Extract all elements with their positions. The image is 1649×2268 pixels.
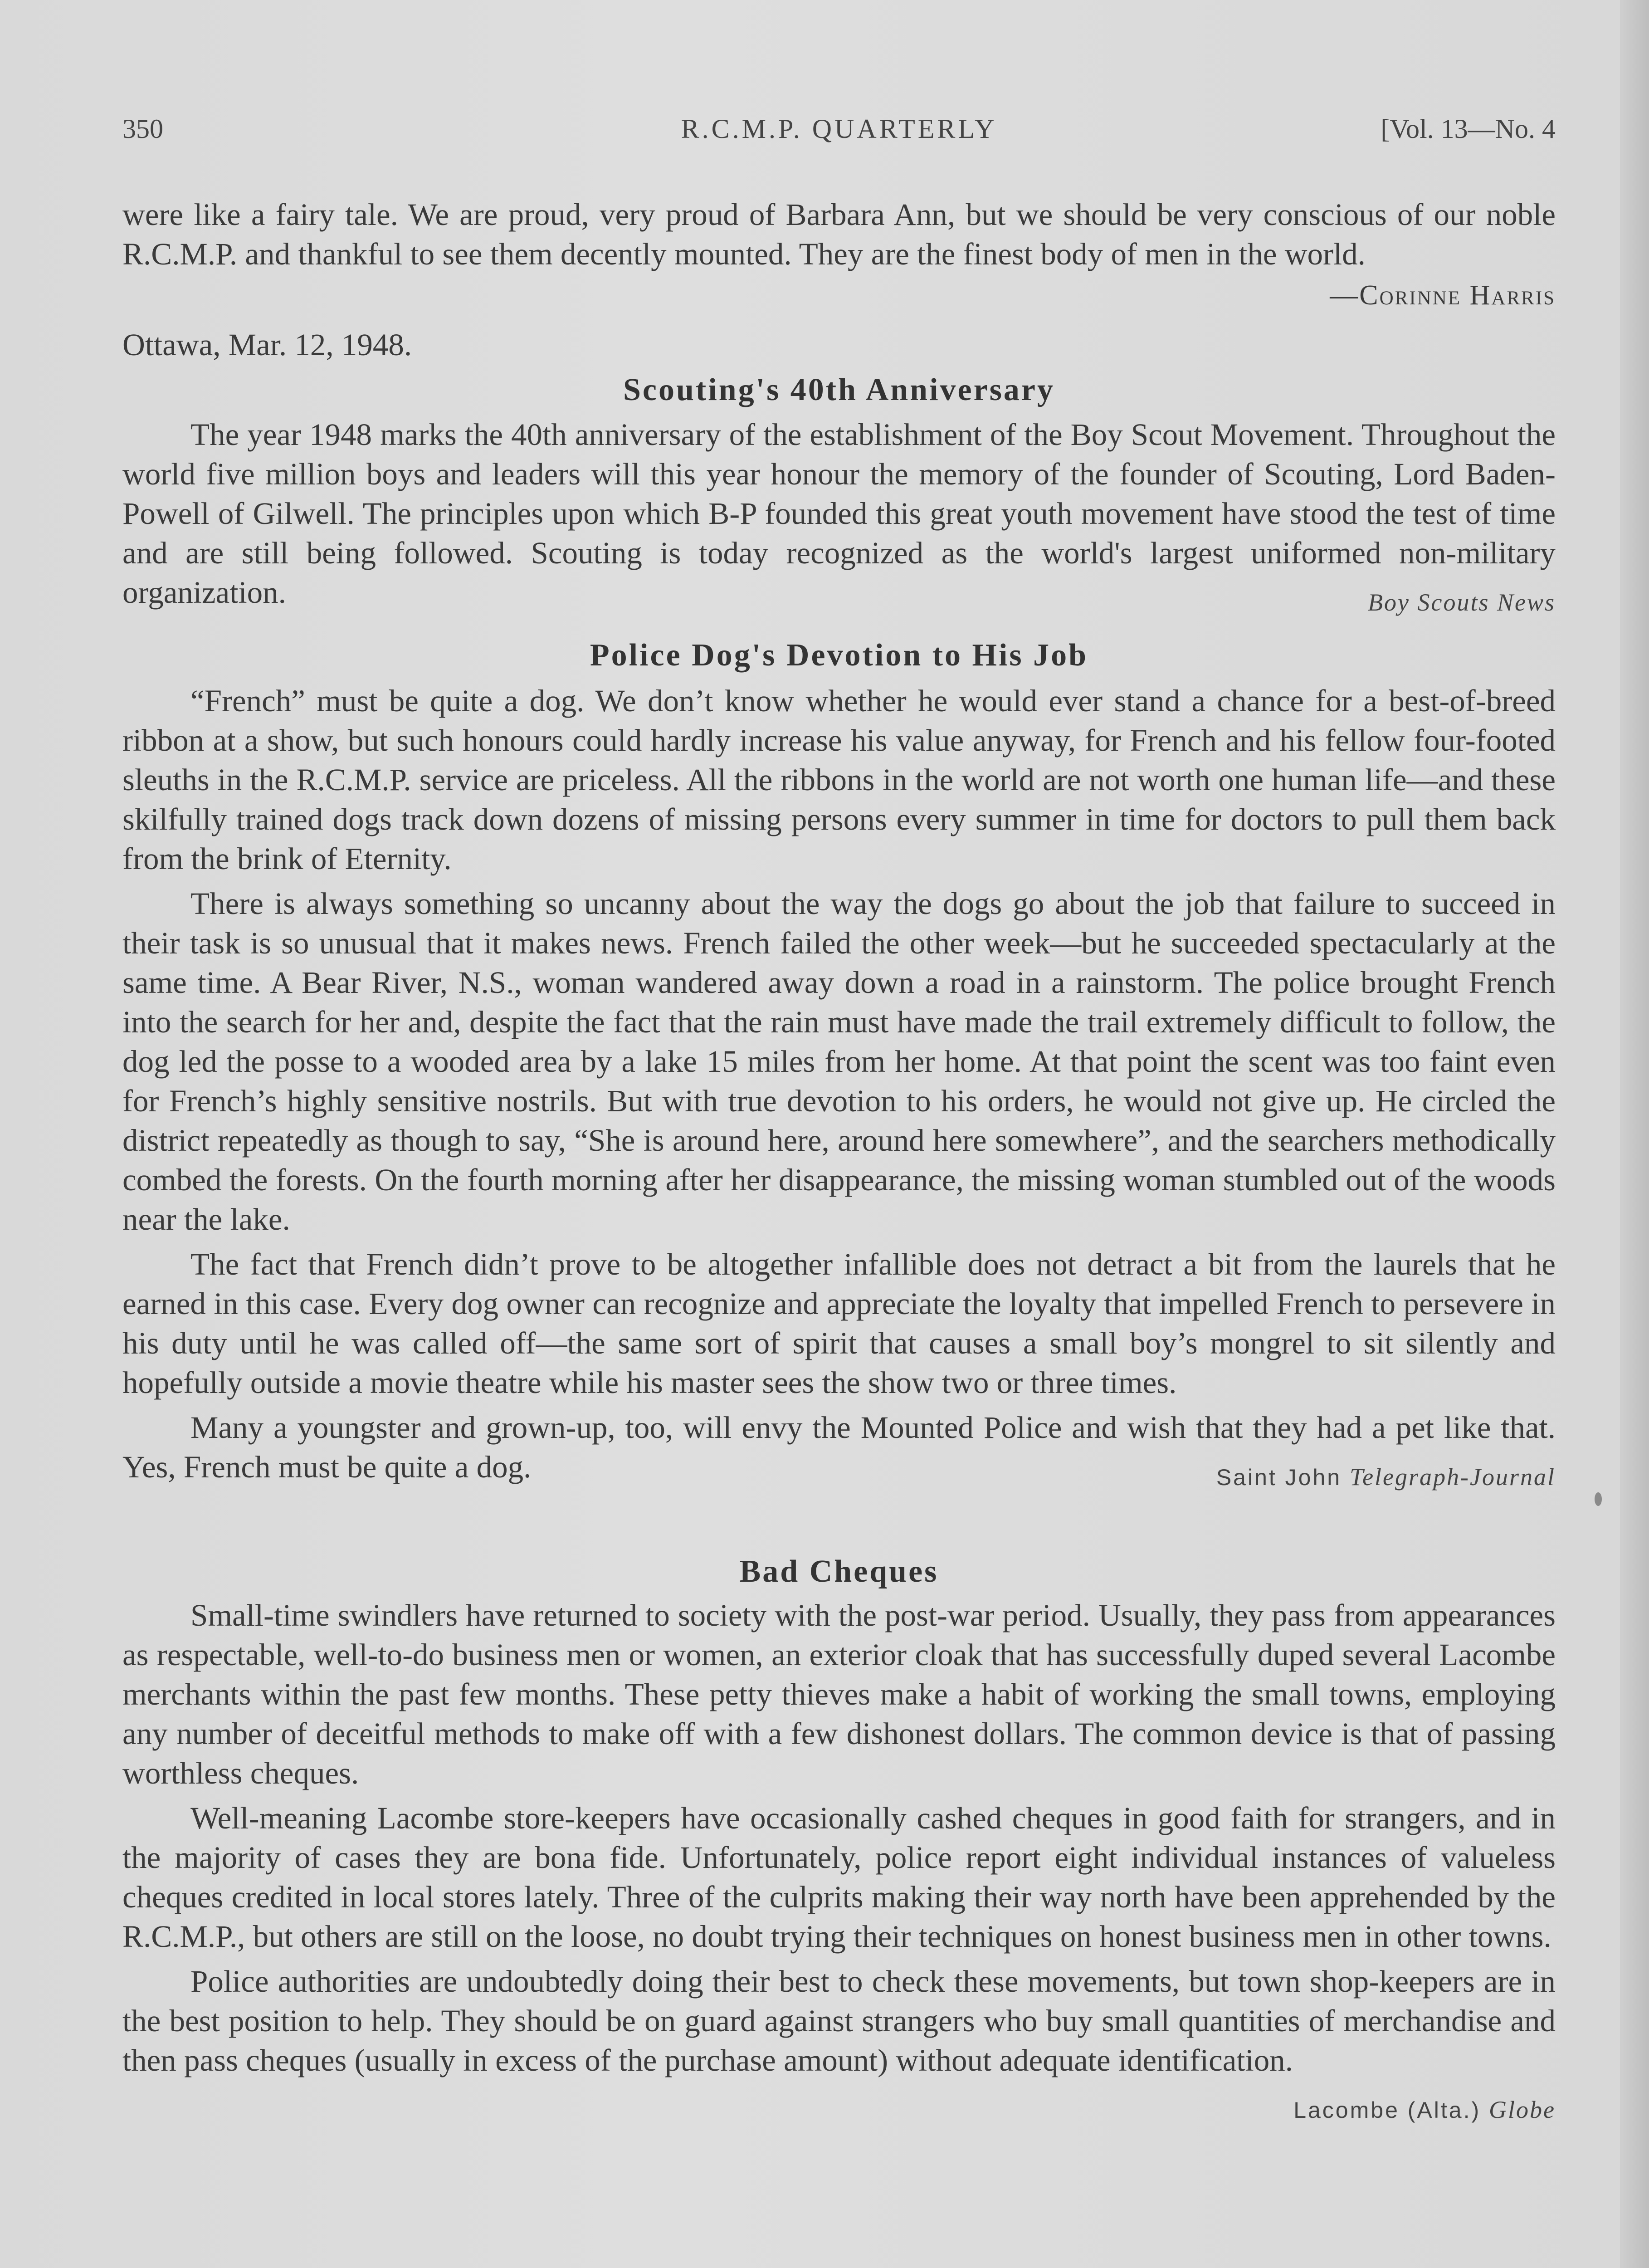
margin-ink-mark [1595, 1492, 1602, 1506]
scouting-paragraph [122, 415, 1556, 616]
scouting-heading: Scouting's 40th Anniversary [623, 372, 1055, 407]
scouting-source-title: Boy Scouts News [1368, 589, 1556, 616]
page-number: 350 [122, 114, 163, 144]
police-dog-paragraph-4 [122, 1408, 1556, 1491]
article-column [122, 195, 1556, 2130]
bad-cheques-source-place: Lacombe (Alta.) [1293, 2097, 1481, 2123]
police-dog-source-title: Telegraph-Journal [1350, 1463, 1556, 1491]
bad-cheques-source [1225, 2090, 1556, 2130]
page-edge-shadow [1620, 0, 1649, 2268]
police-dog-source-city: Saint John [1216, 1465, 1342, 1490]
letter-dateline: Ottawa, Mar. 12, 1948. [122, 327, 412, 362]
volume-issue: [Vol. 13—No. 4 [1381, 114, 1556, 144]
signature-first-name: Corinne [1359, 280, 1462, 311]
bad-cheques-source-title: Globe [1489, 2096, 1556, 2123]
police-dog-heading: Police Dog's Devotion to His Job [590, 638, 1088, 673]
publication-title: R.C.M.P. QUARTERLY [681, 114, 997, 144]
signature-dash: — [1330, 280, 1360, 311]
bad-cheques-paragraph-3 [122, 1962, 1556, 2123]
police-dog-paragraph-1: “French” must be quite a dog. We don’t know whether he would ever stand a chance for a best-of-breed ribbon at a show, but such honours could hardly increase his value anyway, for French and his fellow four-footed sleuths in the R.C.M.P. service are priceless. All the ribbons in the world are not worth one human life—and these skilfully trained dogs track down dozens of missing persons every summer in time for doctors to pull them back from the brink of Eternity. [122, 684, 1556, 876]
scouting-source [1300, 583, 1556, 623]
bad-cheques-heading: Bad Cheques [739, 1554, 939, 1589]
scouting-paragraph-text: The year 1948 marks the 40th anniversary of the establishment of the Boy Scout Movement. Throughout the world five million boys and leaders will this year honour the memory of the founder of Scouting, Lord Baden-Powell of Gilwell. The principles upon which B-P founded this great youth movement have stood the test of time and are still being followed. Scouting is today recognized as the world's largest uniformed non-military organization. [122, 417, 1556, 610]
police-dog-paragraph-3: The fact that French didn’t prove to be altogether infallible does not detract a bit from the laurels that he earned in this case. Every dog owner can recognize and appreciate the loyalty that impelled French to persevere in his duty until he was called off—the same sort of spirit that causes a small boy’s mongrel to sit silently and hopefully outside a movie theatre while his master sees the show two or three times. [122, 1247, 1556, 1400]
letter-text: were like a fairy tale. We are proud, very proud of Barbara Ann, but we should be very conscious of our noble R.C.M.P. and thankful to see them decently mounted. They are the finest body of men in the world. [122, 197, 1556, 271]
police-dog-paragraph-2: There is always something so uncanny about the way the dogs go about the job that failure to succeed in their task is so unusual that it makes news. French failed the other week—but he succeeded spectacularly at the same time. A Bear River, N.S., woman wandered away down a road in a rainstorm. The police brought French into the search for her and, despite the fact that the rain must have made the trail extremely difficult to follow, the dog led the posse to a wooded area by a lake 15 miles from her home. At that point the scent was too faint even for French’s highly sensitive nostrils. But with true devotion to his orders, he would not give up. He circled the district repeatedly as though to say, “She is around here, around here somewhere”, and the searchers methodically combed the forests. On the fourth morning after her disappearance, the missing woman stumbled out of the woods near the lake. [122, 886, 1556, 1237]
police-dog-source [1148, 1457, 1556, 1497]
bad-cheques-paragraph-3-text: Police authorities are undoubtedly doing their best to check these movements, but town shop-keepers are in the best position to help. They should be on guard against strangers who buy small quantities of merchandise and then pass cheques (usually in excess of the purchase amount) without adequate identification. [122, 1964, 1556, 2077]
police-dog-paragraph-4-text: Many a youngster and grown-up, too, will envy the Mounted Police and wish that they had a pet like that. Yes, French must be quite a dog. [122, 1410, 1556, 1484]
letter-signature [122, 276, 1556, 315]
signature-last-name: Harris [1469, 280, 1556, 311]
running-header [122, 113, 1556, 154]
bad-cheques-paragraph-2: Well-meaning Lacombe store-keepers have occasionally cashed cheques in good faith for strangers, and in the majority of cases they are bona fide. Unfortunately, police report eight individual instances of valueless cheques credited in local stores lately. Three of the culprits making their way north have been apprehended by the R.C.M.P., but others are still on the loose, no doubt trying their techniques on honest business men in other towns. [122, 1801, 1556, 1954]
bad-cheques-paragraph-1: Small-time swindlers have returned to society with the post-war period. Usually, they pass from appearances as respectable, well-to-do business men or women, an exterior cloak that has successfully duped several Lacombe merchants within the past few months. These petty thieves make a habit of working the small towns, employing any number of deceitful methods to make off with a few dishonest dollars. The common device is that of passing worthless cheques. [122, 1598, 1556, 1790]
